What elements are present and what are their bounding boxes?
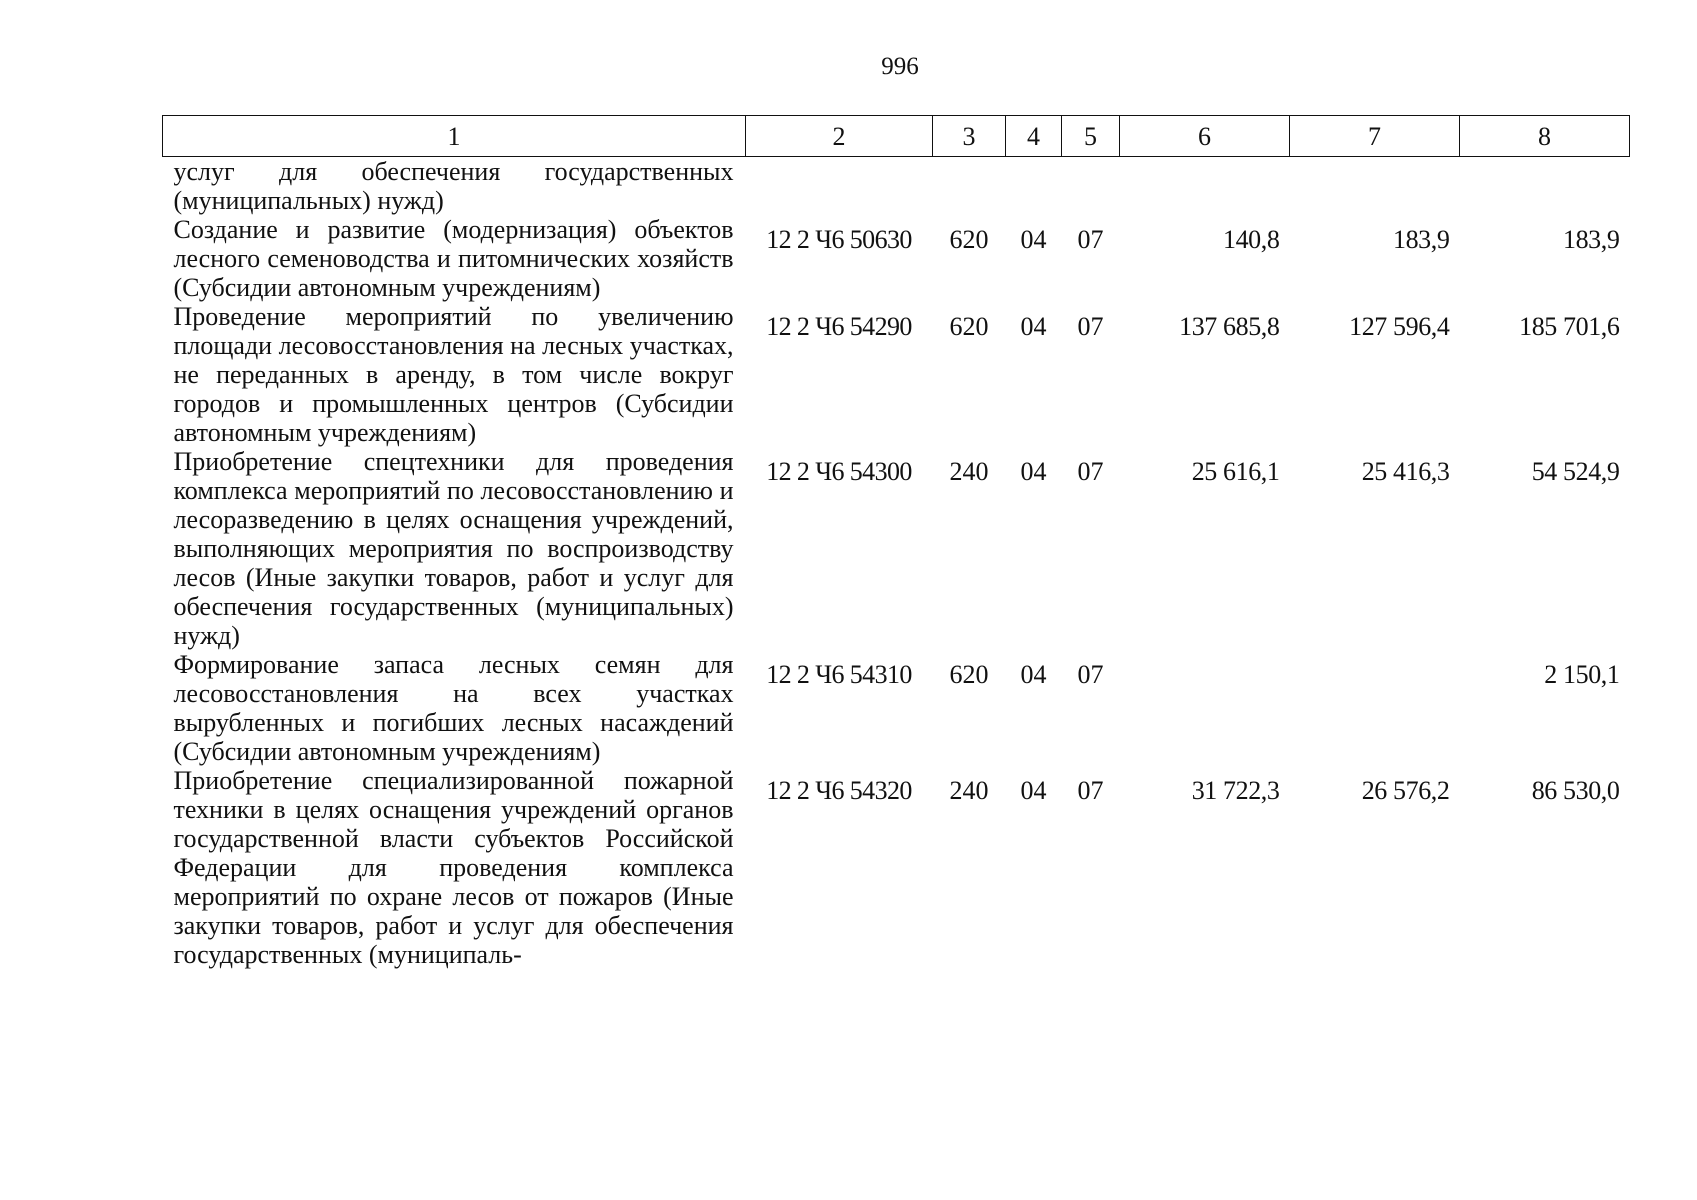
column-header-5: 5 (1062, 116, 1120, 157)
row-section: 04 (1020, 457, 1047, 486)
header-row (163, 116, 1630, 157)
row-section: 04 (1020, 660, 1047, 689)
row-code: 12 2 Ч6 50630 (766, 225, 912, 254)
row-name: Формирование запаса лесных семян для лесовосстановления на всех участках вырубленных и погибших лесных насаждений (Субсидии автономным учреждениям) (173, 650, 734, 766)
row-value-6: 25 616,1 (1191, 457, 1280, 486)
column-header-8: 8 (1460, 116, 1630, 157)
row-value-8: 54 524,9 (1531, 457, 1620, 486)
row-section: 04 (1020, 312, 1047, 341)
row-subsection: 07 (1077, 457, 1104, 486)
row-name: Проведение мероприятий по увеличению площади лесовосстановления на лесных участках, не переданных в аренду, в том числе вокруг городов и промышленных центров (Субсидии автономным учреждениям) (173, 302, 734, 447)
row-name: Приобретение спецтехники для проведения комплекса мероприятий по лесовосстановлению и лесоразведению в целях оснащения учреждений, выполняющих мероприятия по воспроизводству лесов (Иные закупки товаров, работ и услуг для обеспечения государственных (муниципальных) нужд) (173, 447, 734, 650)
budget-table (162, 115, 1630, 969)
row-value-6: 137 685,8 (1179, 312, 1280, 341)
row-value-7: 25 416,3 (1361, 457, 1450, 486)
row-subsection: 07 (1077, 225, 1104, 254)
column-header-4: 4 (1006, 116, 1062, 157)
row-value-7: 26 576,2 (1361, 776, 1450, 805)
row-subsection: 07 (1077, 660, 1104, 689)
row-value-7 (1290, 650, 1460, 766)
row-section: 04 (1020, 776, 1047, 805)
row-code: 12 2 Ч6 54290 (766, 312, 912, 341)
row-value-8: 183,9 (1562, 225, 1620, 254)
table-row (163, 215, 1630, 302)
page-number: 996 (881, 53, 919, 80)
row-name: Создание и развитие (модернизация) объектов лесного семеноводства и питомнических хозяйств (Субсидии автономным учреждениям) (173, 215, 734, 302)
table-row (163, 302, 1630, 447)
table-row (163, 766, 1630, 969)
column-header-2: 2 (746, 116, 933, 157)
row-value-8 (1460, 157, 1630, 216)
column-header-7: 7 (1290, 116, 1460, 157)
column-header-3: 3 (933, 116, 1006, 157)
row-group: 620 (949, 312, 989, 341)
row-code (746, 157, 933, 216)
row-subsection (1062, 157, 1120, 216)
row-group: 240 (949, 457, 989, 486)
row-code: 12 2 Ч6 54300 (766, 457, 912, 486)
row-group: 620 (949, 660, 989, 689)
column-header-6: 6 (1120, 116, 1290, 157)
row-value-8: 185 701,6 (1519, 312, 1620, 341)
row-value-7: 183,9 (1392, 225, 1450, 254)
row-group (933, 157, 1006, 216)
row-code: 12 2 Ч6 54320 (766, 776, 912, 805)
row-value-6: 140,8 (1222, 225, 1280, 254)
row-value-6: 31 722,3 (1191, 776, 1280, 805)
row-subsection: 07 (1077, 776, 1104, 805)
table-row (163, 650, 1630, 766)
row-code: 12 2 Ч6 54310 (766, 660, 912, 689)
row-value-7 (1290, 157, 1460, 216)
row-name: Приобретение специализированной пожарной техники в целях оснащения учреждений органов государственной власти субъектов Российской Федерации для проведения комплекса мероприятий по охране лесов от пожаров (Иные закупки товаров, работ и услуг для обеспечения государственных (муниципаль- (173, 766, 734, 969)
row-value-7: 127 596,4 (1349, 312, 1450, 341)
row-value-8: 86 530,0 (1531, 776, 1620, 805)
row-group: 620 (949, 225, 989, 254)
row-name: услуг для обеспечения государственных (муниципальных) нужд) (173, 157, 734, 215)
row-subsection: 07 (1077, 312, 1104, 341)
row-value-8: 2 150,1 (1544, 660, 1620, 689)
table-row (163, 447, 1630, 650)
column-header-1: 1 (163, 116, 746, 157)
row-group: 240 (949, 776, 989, 805)
row-value-6 (1120, 650, 1290, 766)
table-row (163, 157, 1630, 216)
row-value-6 (1120, 157, 1290, 216)
row-section: 04 (1020, 225, 1047, 254)
row-section (1006, 157, 1062, 216)
